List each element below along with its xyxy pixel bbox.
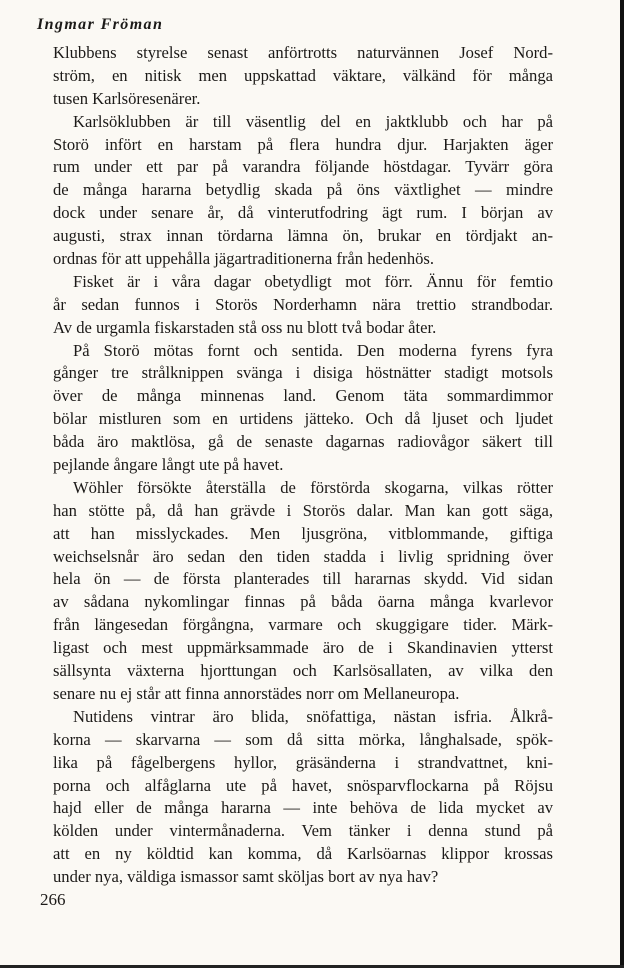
text-line: senare nu ej står att finna annorstädes norr om Mellaneuropa. [53,683,460,703]
text-line: ligast och mest uppmärksammade äro de i Skandinavien ytterst [53,638,553,658]
text-line: Av de urgamla fiskarstaden stå oss nu blott två bodar åter. [53,317,437,337]
text-line: gånger tre strålknippen svänga i disiga höstnätter stadigt motsols [53,363,553,383]
text-line: pejlande ångare långt ute på havet. [53,455,284,475]
body-text [53,42,553,889]
text-line: båda äro maktlösa, gå de senaste dagarnas radiovågor säkert till [53,432,553,452]
text-line: över de många minnenas land. Genom täta sommardimmor [53,386,553,406]
text-line: att han misslyckades. Men ljusgröna, vitblommande, giftiga [53,523,553,543]
text-line: Klubbens styrelse senast anförtrotts naturvännen Josef Nord- [53,43,553,62]
text-line: Nutidens vintrar äro blida, snöfattiga, nästan isfria. Ålkrå- [73,706,553,726]
text-line: år sedan funnos i Storös Norderhamn nära trettio strandbodar. [53,294,553,314]
text-line: augusti, strax innan tördarna lämna ön, brukar en tördjakt an- [53,226,553,246]
text-line: de många hararna betydlig skada på öns växtlighet — mindre [53,180,553,200]
text-line: hela ön — de första planterades till hararnas skydd. Vid sidan [53,569,553,589]
text-line: från längesedan förgångna, varmare och skuggigare tider. Märk- [53,615,553,635]
text-line: tusen Karlsöresenärer. [53,88,201,108]
text-line: Karlsöklubben är till väsentlig del en jaktklubb och har på [73,111,553,131]
text-line: korna — skarvarna — som då sitta mörka, långhalsade, spök- [53,729,553,749]
text-line: att en ny köldtid kan komma, då Karlsöarnas klippor krossas [53,844,553,864]
text-line: dock under senare år, då vinterutfodring ägt rum. I början av [53,203,553,223]
text-line: han stötte på, då han grävde i Storös dalar. Man kan gott säga, [53,500,553,520]
text-line: sällsynta växterna hjorttungan och Karlsösallaten, av vilka den [53,661,553,681]
text-line: hajd eller de många hararna — inte behöva de lida mycket av [53,798,553,818]
text-line: Storö infört en harstam på flera hundra djur. Harjakten äger [53,134,553,154]
text-line: ordnas för att uppehålla jägartraditionerna från hedenhös. [53,249,435,269]
text-line: Wöhler försökte återställa de förstörda skogarna, vilkas rötter [73,477,553,497]
text-line: kölden under vintermånaderna. Vem tänker i denna stund på [53,821,553,841]
text-line: bölar mistluren som en urtidens jätteko. Och då ljuset och ljudet [53,409,553,429]
running-head: Ingmar Fröman [37,16,164,33]
text-line: av sådana nykomlingar finnas på båda öarna många kvarlevor [53,592,553,612]
page-number: 266 [40,890,66,909]
text-line: Fisket är i våra dagar obetydligt mot förr. Ännu för femtio [73,271,553,291]
text-line: rum under ett par på varandra följande höstdagar. Tyvärr göra [53,157,553,177]
text-line: ström, en nitisk men uppskattad väktare, välkänd för många [53,65,553,85]
text-line: På Storö mötas fornt och sentida. Den moderna fyrens fyra [73,340,553,360]
text-line: under nya, väldiga ismassor samt sköljas bort av nya hav? [53,867,439,887]
text-line: porna och alfåglarna ute på havet, snösparvflockarna på Röjsu [53,775,553,795]
text-line: weichselsnår äro sedan den tiden stadda i livlig spridning över [53,546,553,566]
text-line: lika på fågelbergens hyllor, gräsänderna i strandvattnet, kni- [53,752,553,772]
scan-edge [620,0,624,968]
